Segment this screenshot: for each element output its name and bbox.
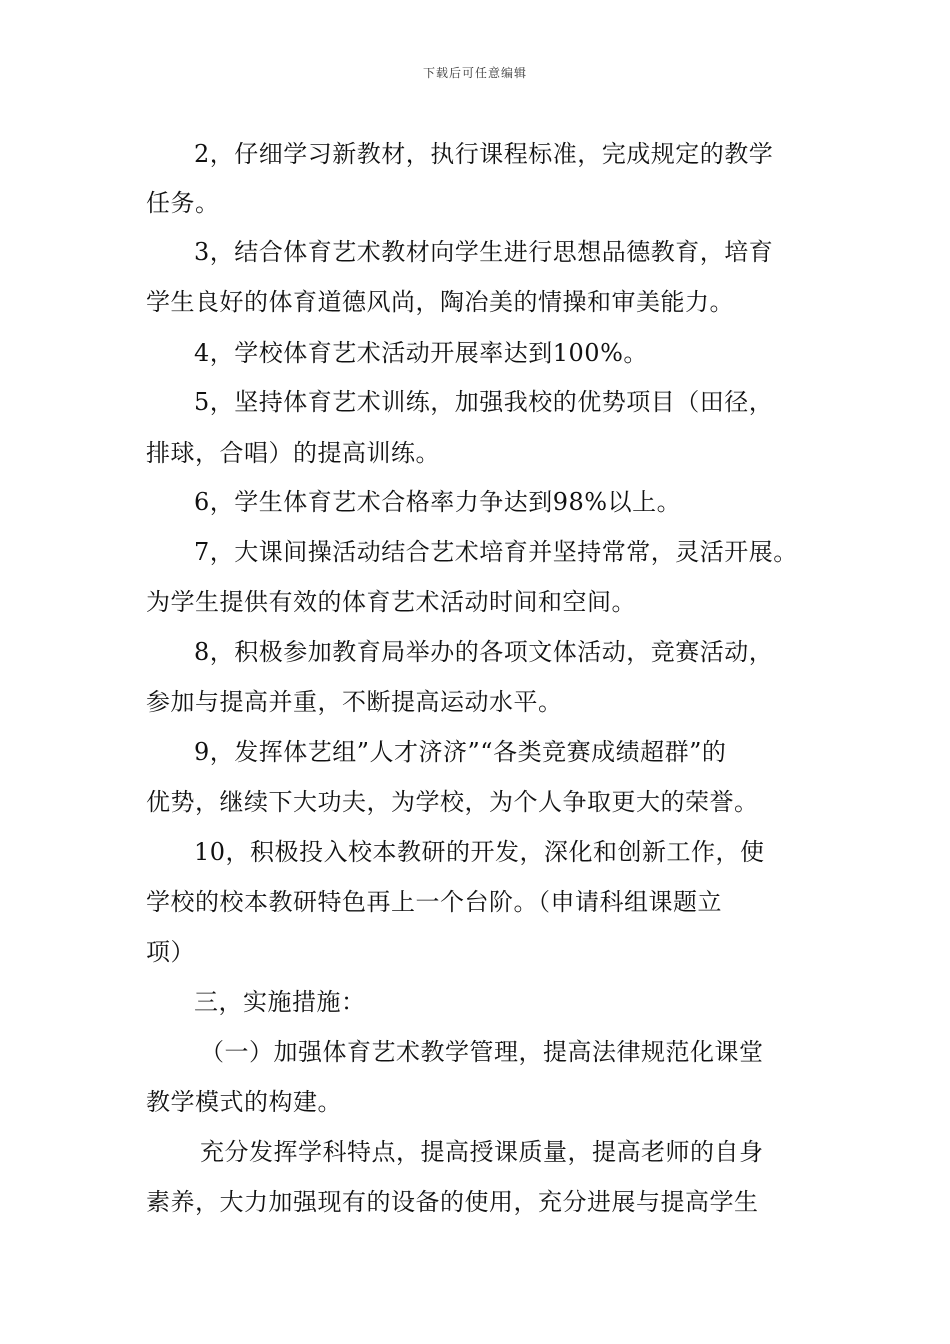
paragraph-line: 素养，大力加强现有的设备的使用，充分进展与提高学生 <box>146 1188 759 1216</box>
paragraph-line: 10，积极投入校本教研的开发，深化和创新工作，使 <box>194 838 765 866</box>
page-header-note: 下载后可任意编辑 <box>422 66 527 80</box>
paragraph-line: 4，学校体育艺术活动开展率达到100%。 <box>194 339 648 367</box>
paragraph-line: 优势，继续下大功夫，为学校，为个人争取更大的荣誉。 <box>146 788 759 816</box>
paragraph-line: 项） <box>146 938 195 966</box>
paragraph-line: 8，积极参加教育局举办的各项文体活动，竞赛活动， <box>194 638 774 666</box>
paragraph-line: 参加与提高并重，不断提高运动水平。 <box>146 688 563 716</box>
paragraph-line: 3，结合体育艺术教材向学生进行思想品德教育，培育 <box>194 238 774 266</box>
paragraph-line: 教学模式的构建。 <box>146 1088 342 1116</box>
paragraph-line: 学校的校本教研特色再上一个台阶。（申请科组课题立 <box>146 888 722 916</box>
paragraph-line: 9，发挥体艺组”人才济济”“各类竞赛成绩超群”的 <box>194 738 727 766</box>
subsection-heading: （一）加强体育艺术教学管理，提高法律规范化课堂 <box>200 1038 764 1066</box>
section-heading: 三，实施措施： <box>194 988 366 1016</box>
paragraph-line: 6，学生体育艺术合格率力争达到98%以上。 <box>194 488 682 516</box>
paragraph-line: 充分发挥学科特点，提高授课质量，提高老师的自身 <box>200 1138 764 1166</box>
paragraph-line: 2，仔细学习新教材，执行课程标准，完成规定的教学 <box>194 140 774 168</box>
paragraph-line: 排球，合唱）的提高训练。 <box>146 439 440 467</box>
paragraph-line: 任务。 <box>146 189 220 217</box>
paragraph-line: 7，大课间操活动结合艺术培育并坚持常常，灵活开展。 <box>194 538 798 566</box>
paragraph-line: 学生良好的体育道德风尚，陶冶美的情操和审美能力。 <box>146 288 734 316</box>
paragraph-line: 为学生提供有效的体育艺术活动时间和空间。 <box>146 588 636 616</box>
paragraph-line: 5，坚持体育艺术训练，加强我校的优势项目（田径， <box>194 388 774 416</box>
